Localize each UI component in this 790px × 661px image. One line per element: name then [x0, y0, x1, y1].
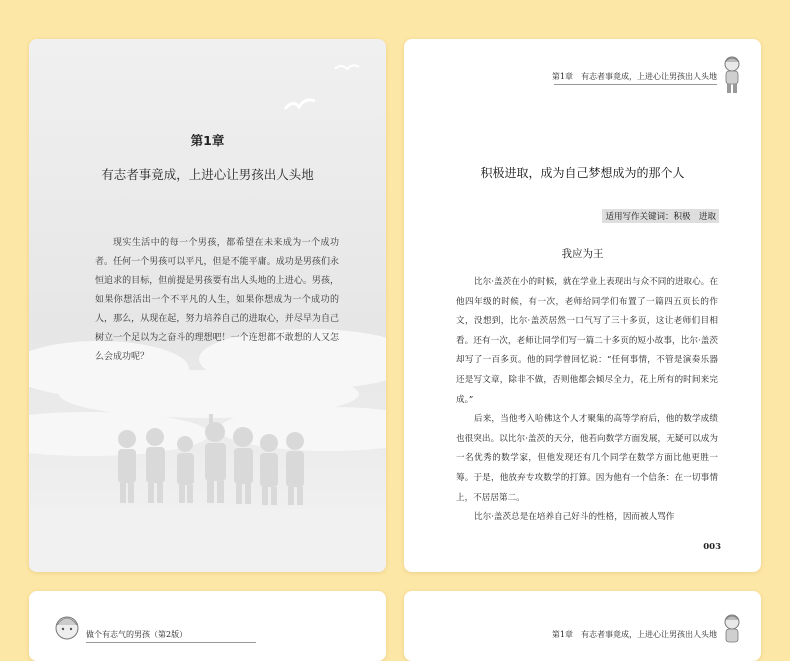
header-rule: [86, 642, 256, 643]
cartoon-boy-icon: [721, 613, 743, 643]
running-head: 第1章 有志者事竟成，上进心让男孩出人头地: [551, 630, 717, 639]
chapter-title: 有志者事竟成，上进心让男孩出人头地: [101, 167, 314, 182]
article-page: [404, 39, 761, 572]
header-rule: [554, 84, 717, 85]
paragraph: 比尔·盖茨总是在培养自己好斗的性格，因而被人骂作: [474, 512, 675, 523]
page-number: 003: [703, 542, 721, 552]
cartoon-boy-icon: [721, 55, 743, 95]
chapter-number: 第1章: [190, 133, 225, 148]
chapter-intro-text: 现实生活中的每一个男孩，都希望在未来成为一个成功者。任何一个男孩可以平凡，但是不能平庸。成功是男孩们永恒追求的目标，但前提是男孩要有出人头地的上进心。男孩，如果你想活出一个不平凡的人生，如果你想成为一个成功的人，那么，从现在起，努力培养自己的进取心，并尽早为自己树立一个足以为之奋斗的理想吧！一个连想都不敢想的人又怎么会成功呢？: [95, 238, 339, 362]
article-title: 积极进取，成为自己梦想成为的那个人: [480, 166, 685, 180]
cartoon-boy-icon: [54, 613, 80, 643]
section-subtitle: 我应为王: [561, 248, 604, 260]
paragraph: 比尔·盖茨在小的时候，就在学业上表现出与众不同的进取心。在他四年级的时候，有一次，老师给同学们布置了一篇四五页长的作文，没想到，比尔·盖茨居然一口气写了三十多页，这让老师们目相看。还有一次，老师让同学们写一篇二十多页的短小故事，比尔·盖茨却写了一百多页。他的同学曾回忆说：“任何事情，不管是演奏乐器还是写文章，除非不做，否则他都会倾尽全力，花上所有的时间来完成。”: [456, 277, 718, 405]
next-page-left: [29, 591, 386, 661]
keywords-tag: 适用写作关键词：积极 进取: [602, 209, 719, 223]
article-body: [456, 273, 718, 528]
paragraph: 后来，当他考入哈佛这个人才聚集的高等学府后，他的数学成绩也很突出。以比尔·盖茨的天分，他若向数学方面发展，无疑可以成为一名优秀的数学家，但他发现还有几个同学在数学方面比他更胜一筹。于是，他放弃专攻数学的打算。因为他有一个信条：在一切事情上，不居居第二。: [456, 414, 718, 503]
next-page-right: [404, 591, 761, 661]
running-head: 第1章 有志者事竟成，上进心让男孩出人头地: [551, 72, 717, 81]
chapter-opener-page: [29, 39, 386, 572]
running-head: 做个有志气的男孩（第2版）: [86, 630, 188, 639]
